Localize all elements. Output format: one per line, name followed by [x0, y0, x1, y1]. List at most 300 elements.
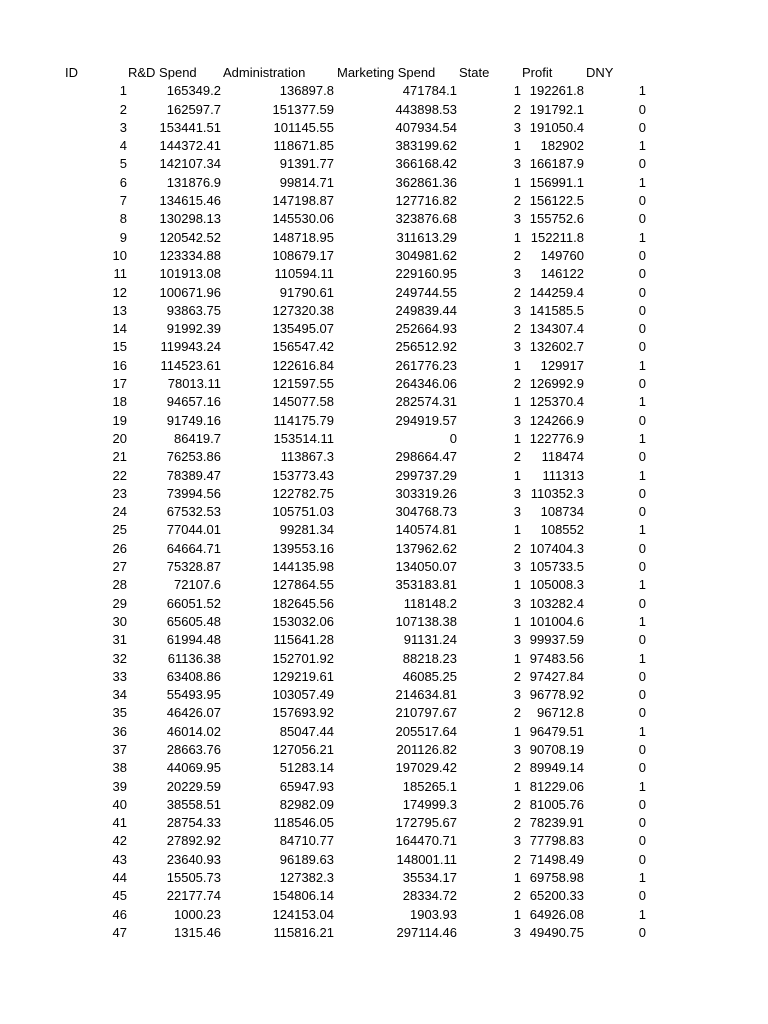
cell-administration[interactable]: 101145.55	[273, 119, 334, 135]
cell-dny[interactable]: 1	[638, 357, 646, 373]
cell-profit[interactable]: 134307.4	[529, 321, 584, 337]
cell-administration[interactable]: 127864.55	[272, 577, 334, 593]
cell-state[interactable]: 3	[513, 156, 521, 172]
cell-state[interactable]: 2	[513, 321, 521, 337]
cell-marketing-spend[interactable]: 299737.29	[395, 467, 457, 483]
cell-rd-spend[interactable]: 134615.46	[159, 193, 221, 209]
cell-dny[interactable]: 1	[638, 723, 646, 739]
cell-profit[interactable]: 105733.5	[529, 559, 584, 575]
cell-marketing-spend[interactable]: 107138.38	[395, 613, 457, 629]
cell-rd-spend[interactable]: 120542.52	[159, 229, 221, 245]
cell-profit[interactable]: 146122	[540, 266, 584, 282]
cell-profit[interactable]: 152211.8	[530, 229, 584, 245]
cell-dny[interactable]: 0	[638, 211, 646, 227]
cell-marketing-spend[interactable]: 256512.92	[395, 339, 457, 355]
cell-state[interactable]: 2	[513, 247, 521, 263]
cell-profit[interactable]: 96712.8	[537, 705, 584, 721]
cell-rd-spend[interactable]: 72107.6	[174, 577, 221, 593]
cell-administration[interactable]: 115641.28	[273, 632, 334, 648]
cell-rd-spend[interactable]: 66051.52	[166, 595, 221, 611]
cell-id[interactable]: 22	[112, 467, 127, 483]
cell-dny[interactable]: 1	[638, 577, 646, 593]
cell-marketing-spend[interactable]: 118148.2	[403, 595, 457, 611]
cell-dny[interactable]: 0	[638, 741, 646, 757]
cell-profit[interactable]: 97483.56	[529, 650, 584, 666]
cell-dny[interactable]: 0	[638, 504, 646, 520]
cell-dny[interactable]: 1	[638, 229, 646, 245]
cell-dny[interactable]: 0	[638, 760, 646, 776]
cell-rd-spend[interactable]: 165349.2	[166, 83, 221, 99]
header-marketing-spend[interactable]: Marketing Spend	[337, 65, 436, 80]
cell-dny[interactable]: 0	[638, 888, 646, 904]
cell-administration[interactable]: 105751.03	[272, 504, 334, 520]
cell-administration[interactable]: 153032.06	[272, 613, 334, 629]
cell-administration[interactable]: 145530.06	[272, 211, 334, 227]
cell-marketing-spend[interactable]: 304768.73	[395, 504, 457, 520]
cell-state[interactable]: 1	[513, 430, 521, 446]
cell-id[interactable]: 10	[112, 247, 127, 263]
cell-state[interactable]: 1	[513, 138, 521, 154]
cell-rd-spend[interactable]: 101913.08	[159, 266, 221, 282]
cell-state[interactable]: 1	[513, 906, 521, 922]
cell-state[interactable]: 2	[513, 668, 521, 684]
cell-profit[interactable]: 144259.4	[529, 284, 584, 300]
cell-id[interactable]: 3	[119, 119, 127, 135]
cell-dny[interactable]: 0	[638, 668, 646, 684]
cell-administration[interactable]: 91790.61	[279, 284, 334, 300]
cell-rd-spend[interactable]: 67532.53	[166, 504, 221, 520]
cell-profit[interactable]: 149760	[540, 247, 584, 263]
cell-dny[interactable]: 0	[638, 485, 646, 501]
cell-administration[interactable]: 99814.71	[279, 174, 334, 190]
cell-id[interactable]: 20	[112, 430, 127, 446]
cell-id[interactable]: 46	[112, 906, 127, 922]
cell-administration[interactable]: 182645.56	[272, 595, 334, 611]
cell-administration[interactable]: 129219.61	[272, 668, 334, 684]
cell-state[interactable]: 3	[513, 924, 521, 940]
cell-administration[interactable]: 147198.87	[272, 193, 334, 209]
cell-profit[interactable]: 97427.84	[529, 668, 584, 684]
cell-profit[interactable]: 156991.1	[529, 174, 584, 190]
cell-marketing-spend[interactable]: 197029.42	[395, 760, 457, 776]
cell-marketing-spend[interactable]: 134050.07	[395, 559, 457, 575]
cell-rd-spend[interactable]: 22177.74	[166, 888, 221, 904]
cell-state[interactable]: 3	[513, 119, 521, 135]
cell-marketing-spend[interactable]: 443898.53	[395, 101, 457, 117]
cell-state[interactable]: 2	[513, 376, 521, 392]
cell-state[interactable]: 1	[513, 613, 521, 629]
cell-state[interactable]: 1	[513, 83, 521, 99]
cell-id[interactable]: 27	[112, 559, 127, 575]
cell-marketing-spend[interactable]: 210797.67	[395, 705, 457, 721]
cell-id[interactable]: 8	[119, 211, 127, 227]
cell-dny[interactable]: 0	[638, 540, 646, 556]
cell-marketing-spend[interactable]: 172795.67	[395, 815, 457, 831]
cell-administration[interactable]: 122782.75	[272, 485, 334, 501]
cell-id[interactable]: 39	[112, 778, 127, 794]
cell-id[interactable]: 4	[119, 138, 127, 154]
cell-state[interactable]: 1	[513, 577, 521, 593]
cell-marketing-spend[interactable]: 294919.57	[395, 412, 457, 428]
cell-id[interactable]: 26	[112, 540, 127, 556]
cell-marketing-spend[interactable]: 407934.54	[395, 119, 457, 135]
cell-state[interactable]: 1	[513, 229, 521, 245]
cell-dny[interactable]: 0	[638, 302, 646, 318]
cell-administration[interactable]: 121597.55	[272, 376, 334, 392]
cell-id[interactable]: 19	[112, 412, 127, 428]
cell-state[interactable]: 2	[513, 815, 521, 831]
cell-profit[interactable]: 78239.91	[529, 815, 584, 831]
cell-dny[interactable]: 0	[638, 632, 646, 648]
cell-administration[interactable]: 114175.79	[273, 412, 334, 428]
cell-state[interactable]: 3	[513, 211, 521, 227]
cell-state[interactable]: 3	[513, 559, 521, 575]
cell-marketing-spend[interactable]: 264346.06	[395, 376, 457, 392]
cell-state[interactable]: 3	[513, 741, 521, 757]
cell-dny[interactable]: 0	[638, 559, 646, 575]
cell-id[interactable]: 28	[112, 577, 127, 593]
cell-profit[interactable]: 108734	[540, 504, 584, 520]
cell-profit[interactable]: 81005.76	[529, 796, 584, 812]
cell-marketing-spend[interactable]: 28334.72	[402, 888, 457, 904]
cell-profit[interactable]: 182902	[540, 138, 584, 154]
cell-administration[interactable]: 152701.92	[272, 650, 334, 666]
cell-id[interactable]: 24	[112, 504, 127, 520]
cell-rd-spend[interactable]: 142107.34	[159, 156, 221, 172]
cell-rd-spend[interactable]: 75328.87	[166, 559, 221, 575]
cell-administration[interactable]: 148718.95	[272, 229, 334, 245]
cell-administration[interactable]: 115816.21	[273, 924, 334, 940]
cell-id[interactable]: 25	[112, 522, 127, 538]
cell-state[interactable]: 3	[513, 412, 521, 428]
header-administration[interactable]: Administration	[223, 65, 306, 80]
header-rd-spend[interactable]: R&D Spend	[128, 65, 197, 80]
cell-administration[interactable]: 127320.38	[272, 302, 334, 318]
cell-id[interactable]: 5	[119, 156, 127, 172]
cell-state[interactable]: 2	[513, 888, 521, 904]
cell-dny[interactable]: 1	[638, 467, 646, 483]
cell-profit[interactable]: 110352.3	[530, 485, 584, 501]
cell-rd-spend[interactable]: 1000.23	[174, 906, 221, 922]
cell-state[interactable]: 2	[513, 449, 521, 465]
cell-profit[interactable]: 118474	[541, 449, 584, 465]
cell-profit[interactable]: 132602.7	[529, 339, 584, 355]
cell-dny[interactable]: 1	[638, 174, 646, 190]
cell-administration[interactable]: 127382.3	[279, 870, 334, 886]
cell-administration[interactable]: 151377.59	[272, 101, 334, 117]
cell-administration[interactable]: 84710.77	[279, 833, 334, 849]
cell-state[interactable]: 3	[513, 339, 521, 355]
cell-state[interactable]: 2	[513, 101, 521, 117]
cell-profit[interactable]: 81229.06	[529, 778, 584, 794]
cell-dny[interactable]: 1	[638, 138, 646, 154]
cell-marketing-spend[interactable]: 471784.1	[402, 83, 457, 99]
header-dny[interactable]: DNY	[586, 65, 614, 80]
cell-id[interactable]: 2	[119, 101, 127, 117]
cell-rd-spend[interactable]: 61994.48	[166, 632, 221, 648]
cell-marketing-spend[interactable]: 140574.81	[395, 522, 457, 538]
cell-dny[interactable]: 0	[638, 833, 646, 849]
cell-administration[interactable]: 91391.77	[279, 156, 334, 172]
cell-marketing-spend[interactable]: 383199.62	[395, 138, 457, 154]
cell-administration[interactable]: 127056.21	[272, 741, 334, 757]
cell-marketing-spend[interactable]: 362861.36	[395, 174, 457, 190]
cell-profit[interactable]: 105008.3	[529, 577, 584, 593]
cell-profit[interactable]: 71498.49	[529, 851, 584, 867]
cell-administration[interactable]: 65947.93	[279, 778, 334, 794]
cell-dny[interactable]: 0	[638, 266, 646, 282]
cell-id[interactable]: 32	[112, 650, 127, 666]
cell-profit[interactable]: 122776.9	[529, 430, 584, 446]
cell-marketing-spend[interactable]: 201126.82	[396, 741, 457, 757]
cell-id[interactable]: 42	[112, 833, 127, 849]
cell-rd-spend[interactable]: 144372.41	[159, 138, 221, 154]
cell-state[interactable]: 3	[513, 504, 521, 520]
cell-profit[interactable]: 124266.9	[529, 412, 584, 428]
cell-state[interactable]: 1	[513, 870, 521, 886]
cell-rd-spend[interactable]: 153441.51	[159, 119, 221, 135]
cell-administration[interactable]: 144135.98	[272, 559, 334, 575]
cell-id[interactable]: 41	[112, 815, 127, 831]
cell-profit[interactable]: 101004.6	[529, 613, 584, 629]
cell-rd-spend[interactable]: 55493.95	[166, 687, 221, 703]
cell-marketing-spend[interactable]: 261776.23	[395, 357, 457, 373]
cell-marketing-spend[interactable]: 46085.25	[402, 668, 457, 684]
cell-id[interactable]: 23	[112, 485, 127, 501]
cell-id[interactable]: 36	[112, 723, 127, 739]
cell-dny[interactable]: 0	[638, 924, 646, 940]
cell-profit[interactable]: 111313	[542, 467, 584, 483]
cell-profit[interactable]: 77798.83	[529, 833, 584, 849]
cell-rd-spend[interactable]: 93863.75	[166, 302, 221, 318]
cell-rd-spend[interactable]: 46014.02	[166, 723, 221, 739]
header-state[interactable]: State	[459, 65, 490, 80]
cell-profit[interactable]: 191050.4	[529, 119, 584, 135]
cell-profit[interactable]: 65200.33	[529, 888, 584, 904]
cell-marketing-spend[interactable]: 205517.64	[395, 723, 457, 739]
cell-dny[interactable]: 0	[638, 339, 646, 355]
cell-state[interactable]: 3	[513, 595, 521, 611]
cell-administration[interactable]: 51283.14	[279, 760, 334, 776]
cell-profit[interactable]: 191792.1	[529, 101, 584, 117]
cell-id[interactable]: 37	[112, 741, 127, 757]
cell-rd-spend[interactable]: 64664.71	[166, 540, 221, 556]
cell-profit[interactable]: 69758.98	[529, 870, 584, 886]
cell-administration[interactable]: 96189.63	[279, 851, 334, 867]
cell-id[interactable]: 15	[112, 339, 127, 355]
cell-rd-spend[interactable]: 76253.86	[166, 449, 221, 465]
cell-state[interactable]: 3	[513, 485, 521, 501]
cell-rd-spend[interactable]: 28663.76	[166, 741, 221, 757]
cell-dny[interactable]: 1	[638, 522, 646, 538]
cell-state[interactable]: 2	[513, 540, 521, 556]
cell-administration[interactable]: 157693.92	[272, 705, 334, 721]
cell-id[interactable]: 6	[119, 174, 127, 190]
cell-state[interactable]: 3	[513, 266, 521, 282]
cell-id[interactable]: 35	[112, 705, 127, 721]
cell-id[interactable]: 43	[112, 851, 127, 867]
cell-rd-spend[interactable]: 131876.9	[166, 174, 221, 190]
cell-id[interactable]: 1	[119, 83, 127, 99]
cell-id[interactable]: 18	[112, 394, 127, 410]
cell-dny[interactable]: 0	[638, 247, 646, 263]
cell-dny[interactable]: 1	[638, 778, 646, 794]
cell-id[interactable]: 7	[119, 193, 127, 209]
cell-profit[interactable]: 126992.9	[529, 376, 584, 392]
cell-marketing-spend[interactable]: 311613.29	[396, 229, 457, 245]
cell-administration[interactable]: 124153.04	[272, 906, 334, 922]
cell-rd-spend[interactable]: 61136.38	[167, 650, 221, 666]
cell-state[interactable]: 2	[513, 851, 521, 867]
cell-administration[interactable]: 153773.43	[272, 467, 334, 483]
cell-profit[interactable]: 99937.59	[529, 632, 584, 648]
cell-administration[interactable]: 85047.44	[279, 723, 334, 739]
cell-dny[interactable]: 0	[638, 595, 646, 611]
cell-rd-spend[interactable]: 78013.11	[167, 376, 221, 392]
cell-dny[interactable]: 0	[638, 851, 646, 867]
cell-state[interactable]: 2	[513, 760, 521, 776]
cell-rd-spend[interactable]: 23640.93	[166, 851, 221, 867]
cell-administration[interactable]: 145077.58	[272, 394, 334, 410]
cell-rd-spend[interactable]: 46426.07	[166, 705, 221, 721]
cell-administration[interactable]: 118546.05	[273, 815, 334, 831]
cell-rd-spend[interactable]: 20229.59	[166, 778, 221, 794]
cell-marketing-spend[interactable]: 249839.44	[395, 302, 457, 318]
cell-administration[interactable]: 154806.14	[272, 888, 334, 904]
cell-state[interactable]: 1	[513, 522, 521, 538]
cell-marketing-spend[interactable]: 298664.47	[395, 449, 457, 465]
cell-administration[interactable]: 153514.11	[273, 430, 334, 446]
cell-rd-spend[interactable]: 28754.33	[166, 815, 221, 831]
cell-id[interactable]: 29	[112, 595, 127, 611]
cell-state[interactable]: 1	[513, 394, 521, 410]
cell-administration[interactable]: 118671.85	[273, 138, 334, 154]
cell-marketing-spend[interactable]: 174999.3	[402, 796, 457, 812]
cell-marketing-spend[interactable]: 323876.68	[395, 211, 457, 227]
cell-rd-spend[interactable]: 63408.86	[166, 668, 221, 684]
cell-administration[interactable]: 103057.49	[272, 687, 334, 703]
cell-marketing-spend[interactable]: 249744.55	[395, 284, 457, 300]
cell-marketing-spend[interactable]: 35534.17	[402, 870, 457, 886]
cell-dny[interactable]: 1	[638, 83, 646, 99]
cell-state[interactable]: 1	[513, 174, 521, 190]
cell-profit[interactable]: 103282.4	[529, 595, 584, 611]
cell-state[interactable]: 1	[513, 357, 521, 373]
cell-rd-spend[interactable]: 1315.46	[174, 924, 221, 940]
cell-rd-spend[interactable]: 91749.16	[166, 412, 221, 428]
header-id[interactable]: ID	[65, 65, 78, 80]
cell-rd-spend[interactable]: 130298.13	[159, 211, 221, 227]
cell-marketing-spend[interactable]: 137962.62	[395, 540, 457, 556]
cell-profit[interactable]: 129917	[540, 357, 584, 373]
cell-dny[interactable]: 0	[638, 815, 646, 831]
cell-id[interactable]: 9	[119, 229, 127, 245]
cell-id[interactable]: 11	[113, 266, 127, 282]
cell-profit[interactable]: 141585.5	[529, 302, 584, 318]
cell-marketing-spend[interactable]: 282574.31	[395, 394, 457, 410]
cell-marketing-spend[interactable]: 366168.42	[395, 156, 457, 172]
cell-id[interactable]: 12	[112, 284, 127, 300]
cell-profit[interactable]: 192261.8	[529, 83, 584, 99]
cell-administration[interactable]: 110594.11	[274, 266, 334, 282]
cell-administration[interactable]: 99281.34	[279, 522, 334, 538]
header-profit[interactable]: Profit	[522, 65, 553, 80]
cell-dny[interactable]: 0	[638, 284, 646, 300]
cell-state[interactable]: 3	[513, 833, 521, 849]
cell-dny[interactable]: 0	[638, 119, 646, 135]
cell-profit[interactable]: 64926.08	[529, 906, 584, 922]
cell-dny[interactable]: 1	[638, 430, 646, 446]
cell-id[interactable]: 30	[112, 613, 127, 629]
cell-administration[interactable]: 156547.42	[272, 339, 334, 355]
cell-marketing-spend[interactable]: 88218.23	[402, 650, 457, 666]
cell-state[interactable]: 3	[513, 302, 521, 318]
cell-marketing-spend[interactable]: 304981.62	[395, 247, 457, 263]
cell-rd-spend[interactable]: 94657.16	[166, 394, 221, 410]
cell-rd-spend[interactable]: 86419.7	[174, 430, 221, 446]
cell-marketing-spend[interactable]: 164470.71	[395, 833, 457, 849]
cell-id[interactable]: 38	[112, 760, 127, 776]
cell-marketing-spend[interactable]: 303319.26	[395, 485, 457, 501]
cell-marketing-spend[interactable]: 148001.11	[396, 851, 457, 867]
cell-dny[interactable]: 1	[638, 650, 646, 666]
cell-profit[interactable]: 49490.75	[529, 924, 584, 940]
cell-id[interactable]: 40	[112, 796, 127, 812]
cell-marketing-spend[interactable]: 353183.81	[395, 577, 457, 593]
cell-administration[interactable]: 136897.8	[279, 83, 334, 99]
cell-rd-spend[interactable]: 44069.95	[166, 760, 221, 776]
cell-rd-spend[interactable]: 78389.47	[166, 467, 221, 483]
cell-administration[interactable]: 82982.09	[279, 796, 334, 812]
cell-marketing-spend[interactable]: 214634.81	[395, 687, 457, 703]
cell-profit[interactable]: 125370.4	[529, 394, 584, 410]
cell-state[interactable]: 3	[513, 687, 521, 703]
cell-state[interactable]: 2	[513, 705, 521, 721]
cell-rd-spend[interactable]: 100671.96	[159, 284, 221, 300]
cell-dny[interactable]: 1	[638, 870, 646, 886]
cell-administration[interactable]: 135495.07	[272, 321, 334, 337]
cell-dny[interactable]: 0	[638, 376, 646, 392]
cell-marketing-spend[interactable]: 0	[449, 430, 457, 446]
cell-id[interactable]: 16	[112, 357, 127, 373]
cell-marketing-spend[interactable]: 91131.24	[403, 632, 457, 648]
cell-id[interactable]: 44	[112, 870, 127, 886]
cell-rd-spend[interactable]: 77044.01	[166, 522, 221, 538]
cell-state[interactable]: 2	[513, 193, 521, 209]
cell-dny[interactable]: 0	[638, 101, 646, 117]
cell-state[interactable]: 2	[513, 796, 521, 812]
cell-dny[interactable]: 1	[638, 394, 646, 410]
cell-dny[interactable]: 0	[638, 193, 646, 209]
cell-administration[interactable]: 108679.17	[272, 247, 334, 263]
cell-marketing-spend[interactable]: 252664.93	[395, 321, 457, 337]
cell-profit[interactable]: 90708.19	[529, 741, 584, 757]
cell-profit[interactable]: 155752.6	[529, 211, 584, 227]
cell-rd-spend[interactable]: 65605.48	[166, 613, 221, 629]
cell-dny[interactable]: 0	[638, 687, 646, 703]
cell-rd-spend[interactable]: 114523.61	[160, 357, 221, 373]
cell-state[interactable]: 1	[513, 723, 521, 739]
cell-rd-spend[interactable]: 162597.7	[166, 101, 221, 117]
cell-id[interactable]: 47	[112, 924, 127, 940]
cell-profit[interactable]: 89949.14	[529, 760, 584, 776]
cell-rd-spend[interactable]: 15505.73	[166, 870, 221, 886]
cell-dny[interactable]: 0	[638, 156, 646, 172]
cell-marketing-spend[interactable]: 297114.46	[396, 924, 457, 940]
cell-state[interactable]: 1	[513, 650, 521, 666]
cell-state[interactable]: 3	[513, 632, 521, 648]
cell-rd-spend[interactable]: 119943.24	[160, 339, 221, 355]
